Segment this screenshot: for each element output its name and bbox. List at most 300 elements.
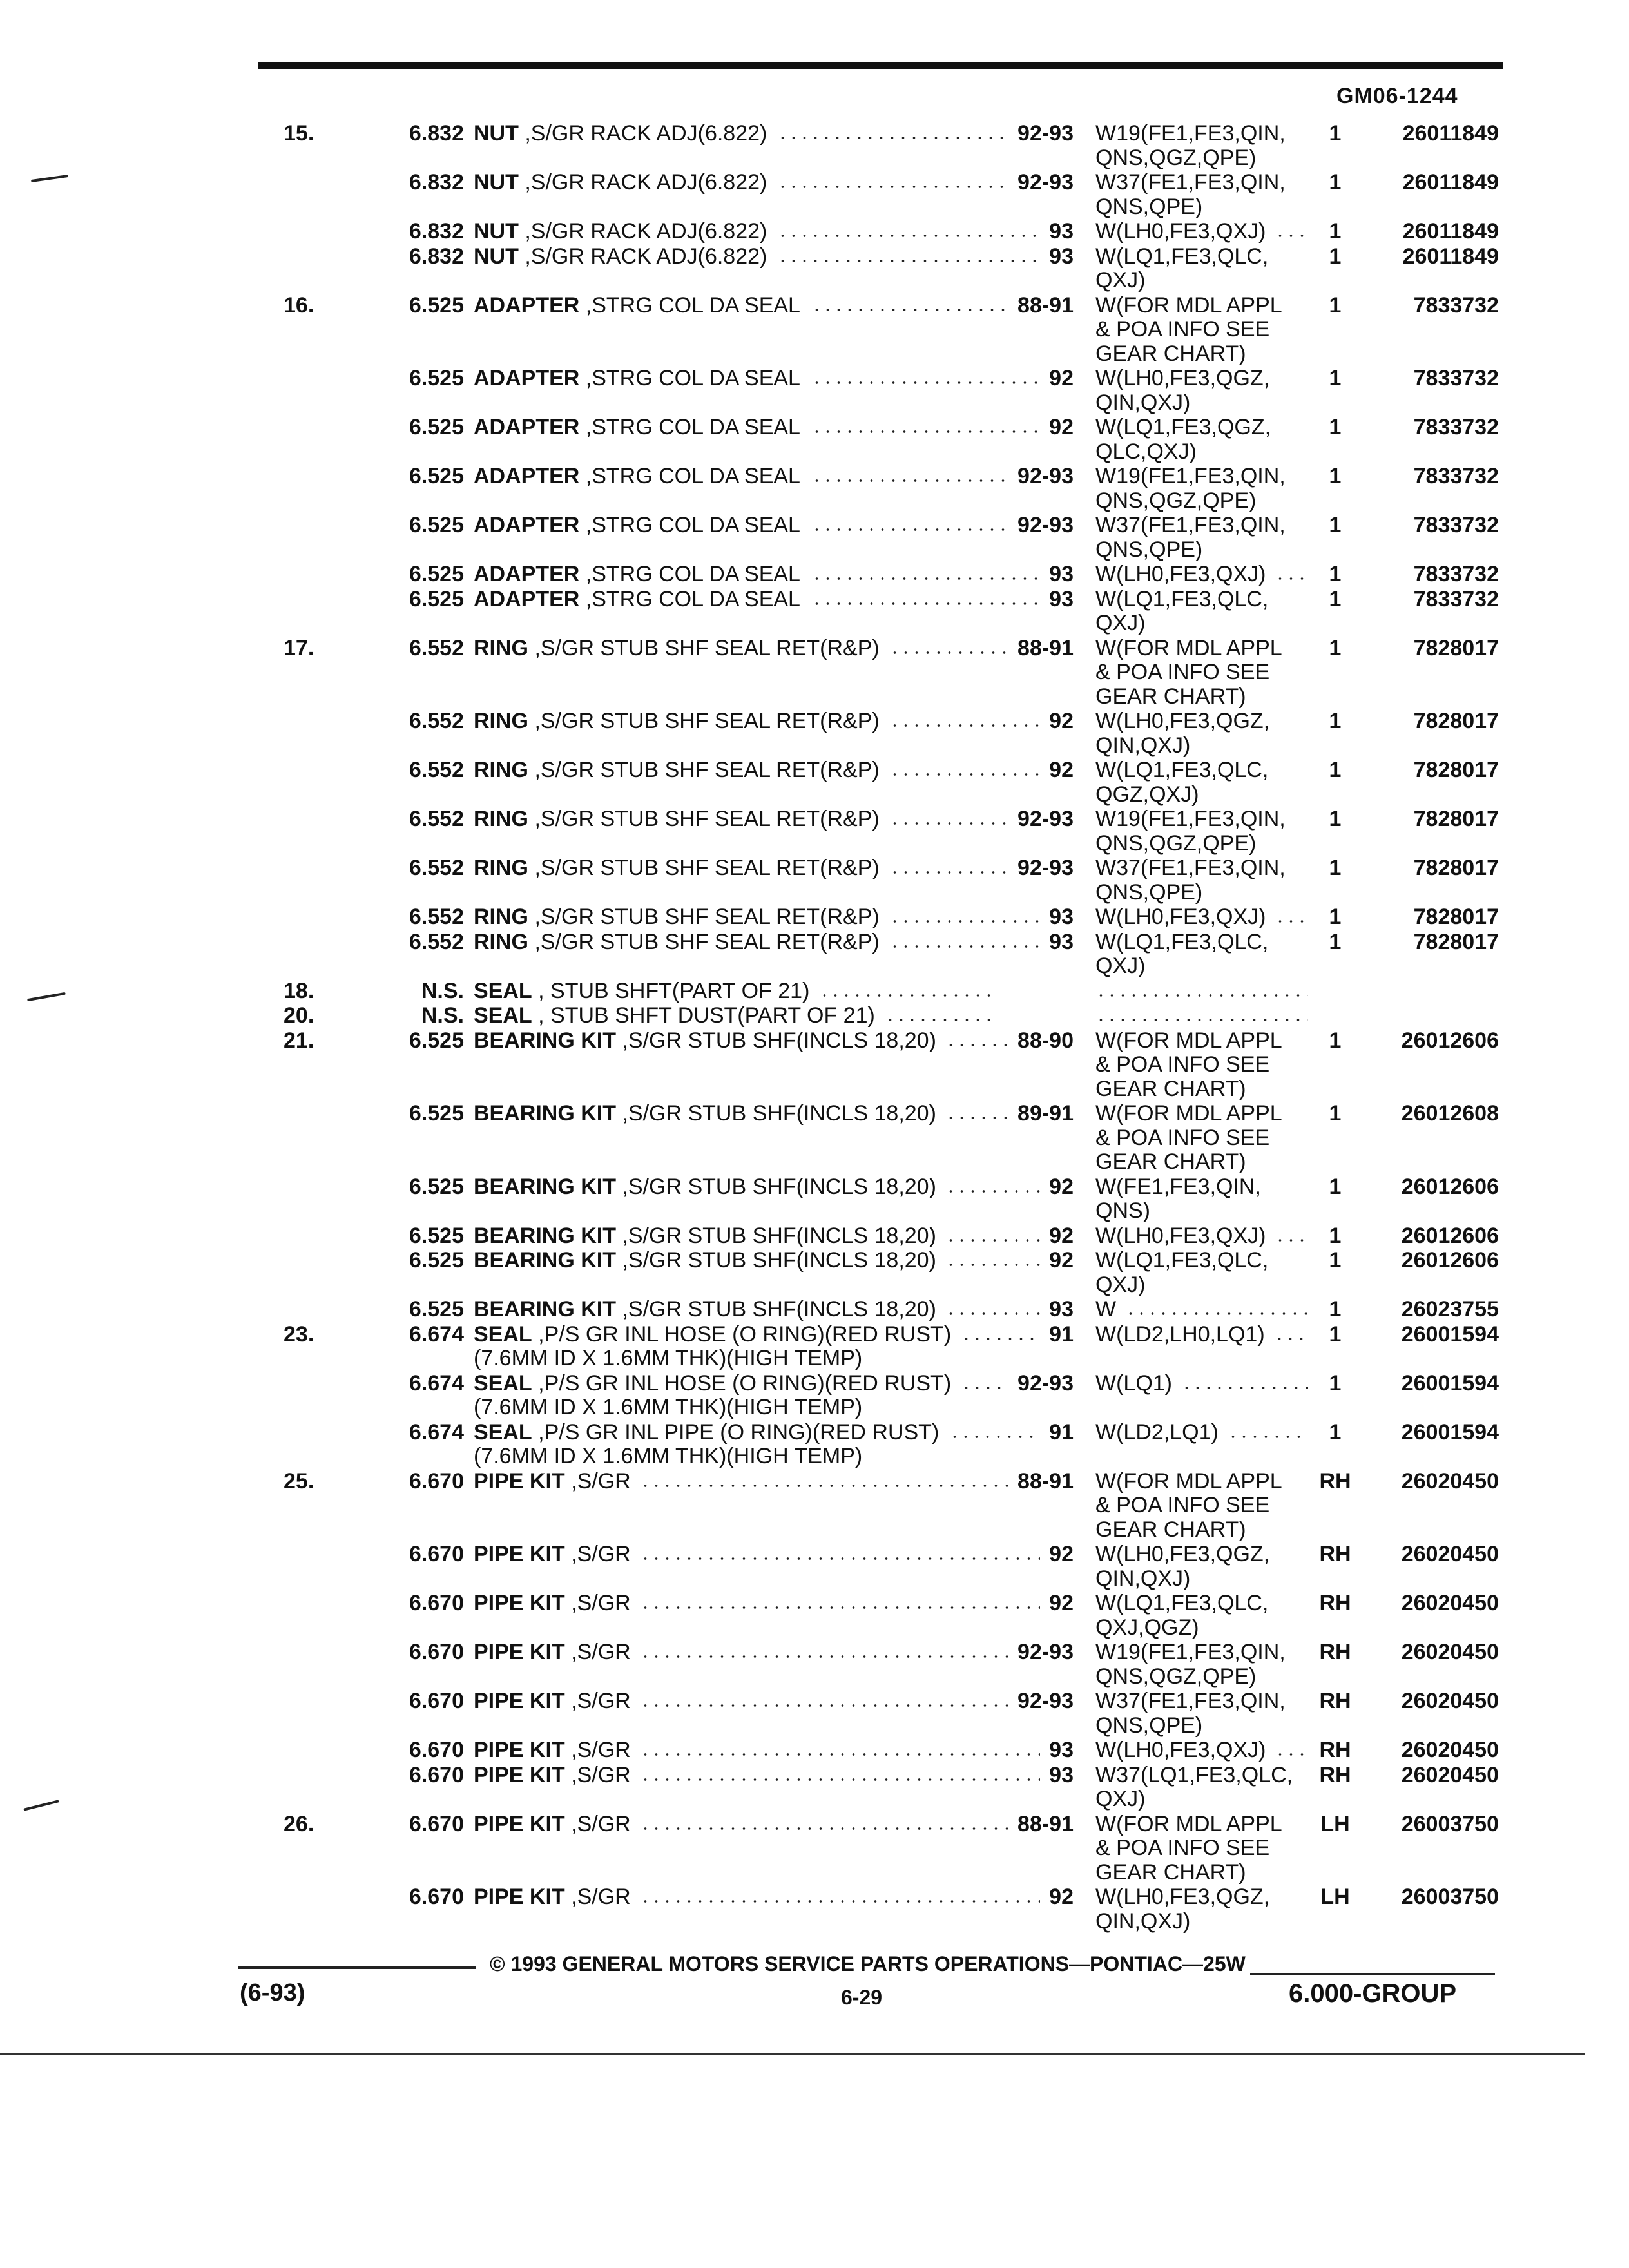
footer-copyright: © 1993 GENERAL MOTORS SERVICE PARTS OPERATIONS—PONTIAC—25W [490, 1952, 1246, 1975]
quantity: 1 [1329, 709, 1342, 733]
model-years: 88-91 [1017, 1811, 1074, 1836]
application-leader [1275, 1239, 1308, 1242]
group-number: 6.670 [409, 1468, 464, 1494]
parts-row [0, 1469, 1629, 1542]
part-detail: ,S/GR STUB SHF SEAL RET(R&P) [528, 929, 880, 954]
application-line: & POA INFO SEE [1095, 1125, 1270, 1150]
quantity: 1 [1329, 366, 1342, 390]
model-years: 88-91 [1017, 1468, 1074, 1494]
application-line: W37(FE1,FE3,QIN, [1095, 170, 1286, 195]
group-number: 6.670 [409, 1591, 464, 1615]
parts-row [0, 807, 1629, 855]
model-years: 93 [1049, 562, 1074, 586]
part-detail: ,STRG COL DA SEAL [579, 366, 800, 390]
group-number: N.S. [421, 978, 464, 1003]
group-number: 6.525 [409, 1223, 464, 1248]
model-years: 93 [1049, 219, 1074, 244]
model-years: 92 [1049, 1174, 1074, 1199]
quantity: 1 [1329, 856, 1342, 880]
part-number: 26012608 [1401, 1101, 1499, 1126]
part-description [474, 1738, 631, 1762]
group-number: 6.552 [409, 929, 464, 954]
application-line: W(LH0,FE3,QXJ) [1095, 905, 1266, 929]
part-description [474, 1689, 631, 1713]
document-code: GM06-1244 [1336, 84, 1458, 108]
quantity: 1 [1329, 635, 1342, 660]
parts-row [0, 293, 1629, 366]
ref-number: 25. [284, 1468, 314, 1494]
quantity: 1 [1329, 1321, 1342, 1347]
quantity: 1 [1329, 415, 1342, 439]
part-name: BEARING KIT [474, 1101, 616, 1126]
part-description [474, 415, 800, 439]
quantity: 1 [1329, 1028, 1342, 1053]
part-name: RING [474, 929, 528, 954]
model-years: 88-90 [1017, 1028, 1074, 1053]
group-number: 6.832 [409, 170, 464, 195]
quantity: RH [1319, 1468, 1351, 1494]
quantity: LH [1320, 1811, 1350, 1836]
part-description [474, 807, 880, 831]
part-detail-cont: (7.6MM ID X 1.6MM THK)(HIGH TEMP) [474, 1444, 863, 1468]
parts-row [0, 464, 1629, 512]
parts-row [0, 905, 1629, 929]
model-years: 92 [1049, 758, 1074, 782]
application-line: W(LQ1,FE3,QLC, [1095, 1591, 1269, 1615]
parts-row [0, 1101, 1629, 1174]
part-detail: ,S/GR STUB SHF(INCLS 18,20) [616, 1297, 936, 1321]
parts-row [0, 1322, 1629, 1370]
parts-row [0, 930, 1629, 978]
quantity: 1 [1329, 1223, 1342, 1248]
group-number: 6.670 [409, 1689, 464, 1713]
part-detail: ,STRG COL DA SEAL [579, 415, 800, 439]
model-years: 88-91 [1017, 293, 1074, 318]
part-detail: ,STRG COL DA SEAL [579, 513, 800, 537]
parts-row [0, 1591, 1629, 1639]
parts-row [0, 1885, 1629, 1933]
group-number: 6.674 [409, 1321, 464, 1347]
part-detail: ,S/GR [564, 1640, 631, 1664]
quantity: 1 [1329, 1297, 1342, 1321]
parts-row [0, 1224, 1629, 1248]
model-years: 92 [1049, 1885, 1074, 1909]
part-description [474, 1175, 936, 1199]
quantity: 1 [1329, 586, 1342, 611]
application-line: W19(FE1,FE3,QIN, [1095, 1640, 1286, 1664]
application-leader [1095, 994, 1308, 997]
part-name: SEAL [474, 1321, 532, 1347]
application-line: W(LD2,LH0,LQ1) [1095, 1321, 1265, 1347]
part-description [474, 1542, 631, 1566]
parts-row [0, 636, 1629, 709]
part-number: 7833732 [1413, 562, 1499, 586]
part-number: 26012606 [1401, 1174, 1499, 1199]
part-number: 26012606 [1401, 1223, 1499, 1248]
part-description [474, 464, 800, 488]
parts-row [0, 121, 1629, 169]
application-line: W37(FE1,FE3,QIN, [1095, 856, 1286, 880]
application-line: W [1095, 1297, 1117, 1321]
part-detail: ,S/GR STUB SHF SEAL RET(R&P) [528, 758, 880, 782]
group-number: 6.670 [409, 1762, 464, 1787]
part-description [474, 170, 767, 195]
quantity: 1 [1329, 1101, 1342, 1126]
part-description [474, 562, 800, 586]
application-leader [1275, 235, 1308, 237]
part-name: PIPE KIT [474, 1640, 565, 1664]
part-description [474, 587, 800, 611]
footer-rule-right [1250, 1973, 1495, 1975]
part-description [474, 856, 880, 880]
footer-date: (6-93) [240, 1979, 305, 2006]
model-years: 93 [1049, 929, 1074, 954]
group-number: 6.670 [409, 1542, 464, 1566]
part-description [474, 1469, 631, 1494]
quantity: 1 [1329, 464, 1342, 488]
quantity: RH [1319, 1542, 1351, 1566]
part-name: RING [474, 709, 528, 733]
quantity: 1 [1329, 293, 1342, 318]
quantity: RH [1319, 1591, 1351, 1615]
part-detail: ,S/GR STUB SHF SEAL RET(R&P) [528, 856, 880, 880]
part-detail: ,S/GR STUB SHF(INCLS 18,20) [616, 1174, 936, 1199]
part-description [474, 1420, 939, 1445]
part-detail: ,S/GR STUB SHF(INCLS 18,20) [616, 1101, 936, 1126]
part-number: 7828017 [1413, 709, 1499, 733]
part-number: 7833732 [1413, 513, 1499, 537]
part-number: 7833732 [1413, 366, 1499, 390]
application-leader [1274, 1338, 1308, 1340]
application-line: QXJ) [1095, 611, 1146, 635]
parts-row [0, 1689, 1629, 1737]
application-line: & POA INFO SEE [1095, 660, 1270, 684]
application-line: W(LQ1,FE3,QGZ, [1095, 415, 1271, 439]
model-years: 92 [1049, 1542, 1074, 1566]
application-line: GEAR CHART) [1095, 1860, 1246, 1885]
model-years: 92 [1049, 366, 1074, 390]
application-line: W19(FE1,FE3,QIN, [1095, 807, 1286, 831]
part-detail: ,S/GR [564, 1542, 631, 1566]
part-name: BEARING KIT [474, 1248, 616, 1273]
part-name: PIPE KIT [474, 1542, 565, 1566]
parts-row [0, 758, 1629, 806]
part-name: ADAPTER [474, 366, 580, 390]
group-number: 6.525 [409, 293, 464, 318]
part-number: 26003750 [1401, 1811, 1499, 1836]
quantity: 1 [1329, 121, 1342, 146]
quantity: 1 [1329, 905, 1342, 929]
part-detail: ,S/GR [564, 1689, 631, 1713]
application-line: QXJ) [1095, 268, 1146, 293]
application-line: W(LQ1,FE3,QLC, [1095, 586, 1269, 611]
quantity: RH [1319, 1689, 1351, 1713]
application-line: QNS,QGZ,QPE) [1095, 1664, 1257, 1689]
group-number: 6.525 [409, 415, 464, 439]
quantity: 1 [1329, 1370, 1342, 1396]
group-number: 6.525 [409, 1028, 464, 1053]
parts-row [0, 1542, 1629, 1590]
ref-number: 23. [284, 1321, 314, 1347]
part-detail: ,S/GR [564, 1468, 631, 1494]
part-number: 26001594 [1401, 1321, 1499, 1347]
group-number: 6.832 [409, 219, 464, 244]
application-line: QNS,QPE) [1095, 1713, 1203, 1738]
part-name: PIPE KIT [474, 1591, 565, 1615]
part-description [474, 1101, 936, 1126]
application-line: W19(FE1,FE3,QIN, [1095, 464, 1286, 488]
part-name: PIPE KIT [474, 1738, 565, 1762]
model-years: 93 [1049, 586, 1074, 611]
parts-row [0, 1297, 1629, 1321]
part-number: 26011849 [1402, 244, 1499, 269]
part-name: RING [474, 856, 528, 880]
ref-number: 15. [284, 121, 314, 146]
application-line: GEAR CHART) [1095, 1076, 1246, 1101]
part-number: 26020450 [1401, 1591, 1499, 1615]
model-years: 92 [1049, 1248, 1074, 1273]
part-detail: ,S/GR [564, 1762, 631, 1787]
part-number: 26020450 [1401, 1542, 1499, 1566]
part-number: 7828017 [1413, 905, 1499, 929]
quantity: RH [1319, 1738, 1351, 1762]
part-description [474, 1003, 875, 1028]
application-leader [1095, 1019, 1308, 1021]
application-line: & POA INFO SEE [1095, 1493, 1270, 1517]
parts-row [0, 709, 1629, 757]
part-name: SEAL [474, 1003, 532, 1028]
application-leader [1275, 1753, 1308, 1756]
group-number: 6.670 [409, 1738, 464, 1762]
application-leader [1275, 920, 1308, 923]
part-number: 26011849 [1402, 170, 1499, 195]
parts-row [0, 1738, 1629, 1762]
model-years: 93 [1049, 1738, 1074, 1762]
part-name: NUT [474, 244, 519, 269]
part-name: ADAPTER [474, 415, 580, 439]
quantity: RH [1319, 1762, 1351, 1787]
part-number: 7828017 [1413, 856, 1499, 880]
model-years: 93 [1049, 244, 1074, 269]
application-line: W(LH0,FE3,QXJ) [1095, 1223, 1266, 1248]
application-leader [1181, 1387, 1308, 1389]
model-years: 93 [1049, 1297, 1074, 1321]
group-number: 6.674 [409, 1370, 464, 1396]
part-name: SEAL [474, 1370, 532, 1396]
parts-row [0, 1248, 1629, 1296]
part-description [474, 293, 800, 318]
application-line: W(LQ1,FE3,QLC, [1095, 244, 1269, 269]
parts-row [0, 856, 1629, 904]
parts-row [0, 513, 1629, 561]
quantity: 1 [1329, 513, 1342, 537]
part-detail: ,S/GR [564, 1885, 631, 1909]
model-years: 92-93 [1017, 464, 1074, 488]
part-name: ADAPTER [474, 464, 580, 488]
part-description [474, 1591, 631, 1615]
quantity: 1 [1329, 1248, 1342, 1273]
part-number: 7828017 [1413, 758, 1499, 782]
model-years: 92-93 [1017, 170, 1074, 195]
application-line: QXJ) [1095, 1272, 1146, 1297]
part-name: NUT [474, 170, 519, 195]
application-line: W(LH0,FE3,QXJ) [1095, 219, 1266, 244]
part-description [474, 513, 800, 537]
part-name: RING [474, 905, 528, 929]
ref-number: 16. [284, 293, 314, 318]
parts-row [0, 219, 1629, 244]
quantity: RH [1319, 1640, 1351, 1664]
part-number: 26001594 [1401, 1370, 1499, 1396]
part-detail: ,S/GR RACK ADJ(6.822) [518, 244, 767, 269]
application-line: W37(LQ1,FE3,QLC, [1095, 1762, 1293, 1787]
part-detail: ,S/GR [564, 1738, 631, 1762]
application-line: W(LH0,FE3,QGZ, [1095, 366, 1270, 390]
part-number: 7833732 [1413, 293, 1499, 318]
group-number: 6.670 [409, 1640, 464, 1664]
ref-number: 20. [284, 1003, 314, 1028]
application-line: W(LH0,FE3,QGZ, [1095, 709, 1270, 733]
part-detail: ,S/GR STUB SHF SEAL RET(R&P) [528, 905, 880, 929]
part-name: SEAL [474, 978, 532, 1003]
group-number: 6.552 [409, 856, 464, 880]
group-number: 6.552 [409, 709, 464, 733]
model-years: 92-93 [1017, 121, 1074, 146]
model-years: 92 [1049, 1591, 1074, 1615]
model-years: 88-91 [1017, 635, 1074, 660]
part-number: 7828017 [1413, 635, 1499, 660]
part-detail: ,S/GR [564, 1591, 631, 1615]
application-line: W(LH0,FE3,QGZ, [1095, 1885, 1270, 1909]
part-name: PIPE KIT [474, 1762, 565, 1787]
group-number: 6.525 [409, 562, 464, 586]
part-detail-cont: (7.6MM ID X 1.6MM THK)(HIGH TEMP) [474, 1346, 863, 1370]
part-description [474, 979, 809, 1003]
group-number: 6.525 [409, 1174, 464, 1199]
part-name: PIPE KIT [474, 1468, 565, 1494]
application-line: W(LQ1,FE3,QLC, [1095, 1248, 1269, 1273]
parts-row [0, 587, 1629, 635]
application-line: QNS) [1095, 1198, 1150, 1223]
ref-number: 17. [284, 635, 314, 660]
parts-row [0, 1028, 1629, 1101]
part-description [474, 244, 767, 269]
application-line: W(FOR MDL APPL [1095, 1028, 1282, 1053]
quantity: 1 [1329, 758, 1342, 782]
part-name: RING [474, 635, 528, 660]
part-description [474, 905, 880, 929]
part-description [474, 366, 800, 390]
part-description [474, 1297, 936, 1321]
part-name: RING [474, 807, 528, 831]
parts-row [0, 244, 1629, 293]
part-detail: ,P/S GR INL HOSE (O RING)(RED RUST) [532, 1321, 952, 1347]
parts-row [0, 170, 1629, 218]
parts-row [0, 366, 1629, 414]
dot-leader [819, 994, 992, 997]
part-description [474, 930, 880, 954]
model-years: 92 [1049, 1223, 1074, 1248]
quantity: 1 [1329, 244, 1342, 269]
group-number: 6.525 [409, 1297, 464, 1321]
application-line: GEAR CHART) [1095, 341, 1246, 366]
part-name: ADAPTER [474, 513, 580, 537]
ref-number: 21. [284, 1028, 314, 1053]
bottom-rule [0, 2053, 1585, 2055]
group-number: 6.674 [409, 1419, 464, 1445]
part-detail: ,STRG COL DA SEAL [579, 562, 800, 586]
application-line: QIN,QXJ) [1095, 390, 1191, 415]
group-number: 6.832 [409, 121, 464, 146]
application-line: W(FOR MDL APPL [1095, 1811, 1282, 1836]
application-line: W(FOR MDL APPL [1095, 635, 1282, 660]
part-detail: ,S/GR STUB SHF(INCLS 18,20) [616, 1248, 936, 1273]
application-leader [1125, 1312, 1308, 1315]
part-detail: ,P/S GR INL PIPE (O RING)(RED RUST) [532, 1419, 940, 1445]
quantity: 1 [1329, 1419, 1342, 1445]
parts-row [0, 1003, 1629, 1028]
parts-row [0, 1420, 1629, 1468]
part-detail: , STUB SHFT DUST(PART OF 21) [532, 1003, 875, 1028]
part-description [474, 1640, 631, 1664]
group-number: 6.552 [409, 758, 464, 782]
part-number: 7828017 [1413, 929, 1499, 954]
model-years: 93 [1049, 1762, 1074, 1787]
application-line: QNS,QPE) [1095, 537, 1203, 562]
application-leader [1275, 577, 1308, 580]
part-number: 26012606 [1401, 1248, 1499, 1273]
model-years: 92-93 [1017, 1689, 1074, 1713]
part-detail: ,S/GR RACK ADJ(6.822) [518, 219, 767, 244]
part-detail: ,S/GR [564, 1811, 631, 1836]
application-line: W(LQ1) [1095, 1370, 1172, 1396]
application-line: GEAR CHART) [1095, 1149, 1246, 1174]
part-description [474, 219, 767, 244]
part-name: BEARING KIT [474, 1297, 616, 1321]
application-line: W(FOR MDL APPL [1095, 1101, 1282, 1126]
application-line: GEAR CHART) [1095, 684, 1246, 709]
part-name: PIPE KIT [474, 1811, 565, 1836]
application-line: QXJ) [1095, 1787, 1146, 1811]
part-description [474, 1224, 936, 1248]
quantity: 1 [1329, 1174, 1342, 1199]
part-number: 26011849 [1402, 121, 1499, 146]
part-number: 26001594 [1401, 1419, 1499, 1445]
model-years: 92-93 [1017, 513, 1074, 537]
part-detail: ,S/GR STUB SHF SEAL RET(R&P) [528, 807, 880, 831]
group-number: 6.670 [409, 1885, 464, 1909]
part-number: 7828017 [1413, 807, 1499, 831]
part-detail: ,S/GR STUB SHF(INCLS 18,20) [616, 1028, 936, 1053]
part-name: PIPE KIT [474, 1689, 565, 1713]
part-detail: , STUB SHFT(PART OF 21) [532, 978, 810, 1003]
application-line: W(LH0,FE3,QXJ) [1095, 1738, 1266, 1762]
part-number: 26020450 [1401, 1738, 1499, 1762]
part-description [474, 709, 880, 733]
quantity: 1 [1329, 219, 1342, 244]
model-years: 92-93 [1017, 856, 1074, 880]
application-line: W(LH0,FE3,QXJ) [1095, 562, 1266, 586]
application-line: & POA INFO SEE [1095, 1052, 1270, 1077]
application-line: W(FOR MDL APPL [1095, 1468, 1282, 1494]
page-number: 6-29 [841, 1986, 883, 2009]
model-years: 92-93 [1017, 1640, 1074, 1664]
part-description [474, 121, 767, 146]
application-line: GEAR CHART) [1095, 1517, 1246, 1542]
part-detail: ,S/GR RACK ADJ(6.822) [518, 121, 767, 146]
parts-row [0, 1812, 1629, 1885]
part-detail: ,S/GR STUB SHF(INCLS 18,20) [616, 1223, 936, 1248]
